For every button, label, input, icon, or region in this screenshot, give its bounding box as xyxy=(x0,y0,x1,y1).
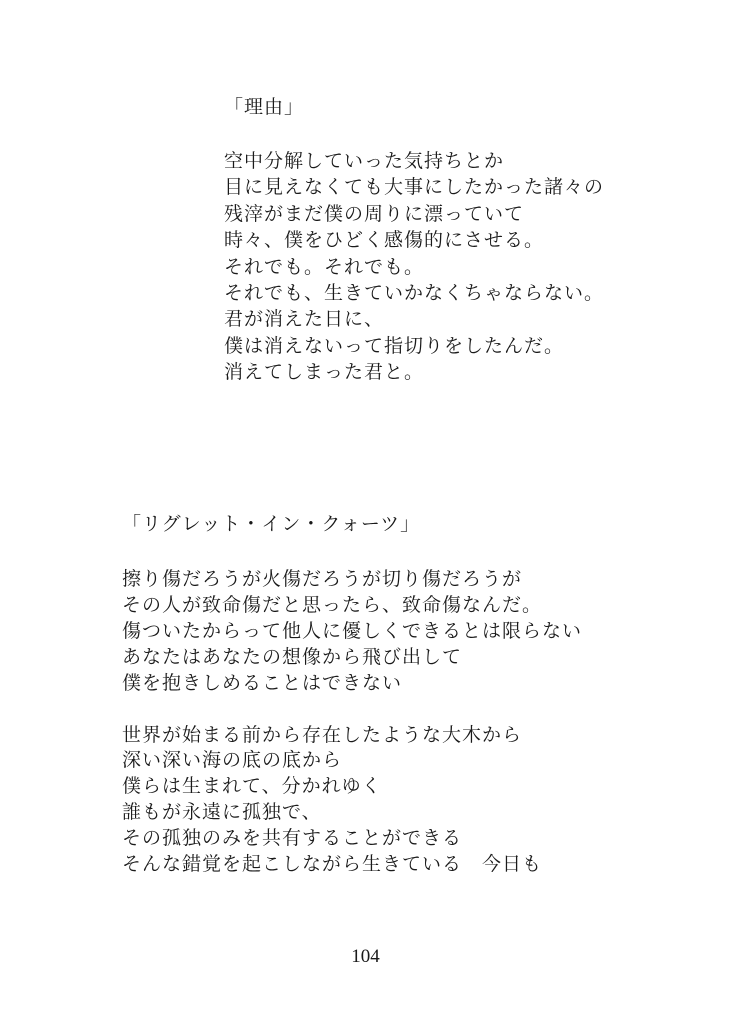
poem-regret-in-quartz xyxy=(122,511,682,878)
poem-line: 僕は消えないって指切りをしたんだ。 xyxy=(224,334,565,357)
poem-line: 時々、僕をひどく感傷的にさせる。 xyxy=(224,229,545,252)
poem-line: 僕を抱きしめることはできない xyxy=(122,671,403,694)
poem-line: 残滓がまだ僕の周りに漂っていて xyxy=(224,202,525,225)
poem-line: それでも。それでも。 xyxy=(224,255,425,278)
page-number: 104 xyxy=(351,946,380,967)
poem-line: 傷ついたからって他人に優しくできるとは限らない xyxy=(122,619,583,642)
poem-line: 世界が始まる前から存在したような大木から xyxy=(122,723,523,746)
poem-line: 誰もが永遠に孤独で、 xyxy=(122,801,322,824)
poem-line: あなたはあなたの想像から飛び出して xyxy=(122,645,463,668)
poem-title: 「理由」 xyxy=(224,96,305,118)
stanza xyxy=(122,723,682,878)
poem-line: 擦り傷だろうが火傷だろうが切り傷だろうが xyxy=(122,568,523,590)
poem-riyuu xyxy=(224,94,684,386)
poem-line: その孤独のみを共有することができる xyxy=(122,827,463,850)
stanza xyxy=(224,148,684,386)
stanza xyxy=(122,567,682,697)
poem-line: それでも、生きていかなくちゃならない。 xyxy=(224,282,605,305)
poem-line: 深い深い海の底の底から xyxy=(122,749,343,772)
poem-line: 僕らは生まれて、分かれゆく xyxy=(122,775,382,798)
poem-title: 「リグレット・イン・クォーツ」 xyxy=(122,513,421,535)
poem-line: 消えてしまった君と。 xyxy=(224,361,425,384)
poem-line: 目に見えなくても大事にしたかった諸々の xyxy=(224,176,605,199)
poem-line: 空中分解していった気持ちとか xyxy=(224,150,505,172)
poem-line: そんな錯覚を起こしながら生きている 今日も xyxy=(122,853,543,876)
poem-line: 君が消えた日に、 xyxy=(224,308,385,331)
poem-line: その人が致命傷だと思ったら、致命傷なんだ。 xyxy=(122,593,543,616)
